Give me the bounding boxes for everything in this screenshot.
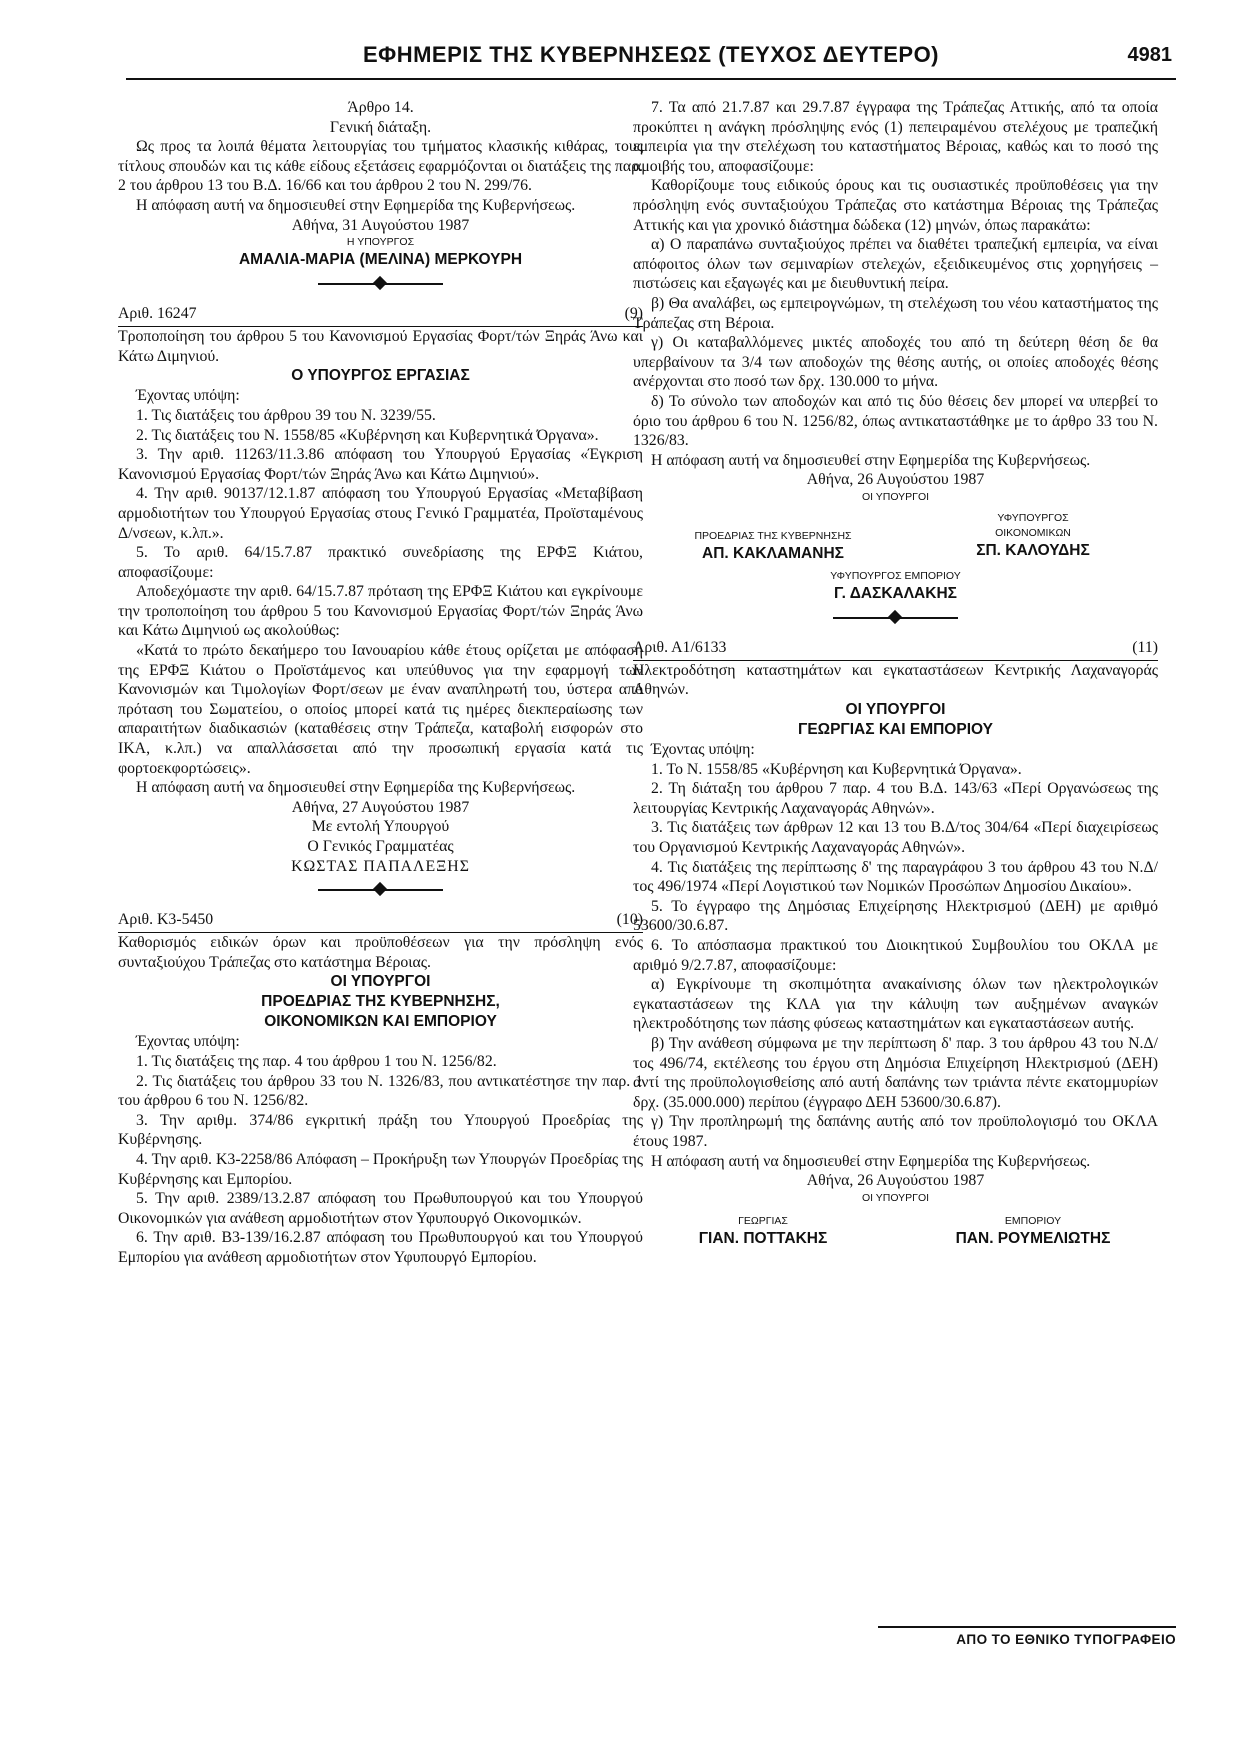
issuing-authority: ΟΙΚΟΝΟΜΙΚΩΝ ΚΑΙ ΕΜΠΟΡΙΟΥ bbox=[264, 1013, 497, 1031]
decision-subject: Ηλεκτροδότηση καταστημάτων και εγκαταστάσεων Κεντρικής Λαχαναγοράς Αθηνών. bbox=[633, 661, 1158, 699]
list-item: α) Ο παραπάνω συνταξιούχος πρέπει να διαθέτει τραπεζική εμπειρία, να είναι απόφοιτος όλων των σεμιναρίων στελεχών, εξειδικευμένος στις χορηγήσεις – πιστώσεις και εξαγωγές και με διευθυντική πείρα. bbox=[633, 236, 1158, 293]
signature-date: Αθήνα, 27 Αυγούστου 1987 bbox=[291, 798, 470, 816]
diamond-icon bbox=[373, 276, 387, 290]
diamond-icon bbox=[888, 610, 902, 624]
decision-index: (11) bbox=[1132, 638, 1158, 656]
decision-subject: Τροποποίηση του άρθρου 5 του Κανονισμού Εργασίας Φορτ/τών Ξηράς Άνω και Κάτω Διμηνιού. bbox=[118, 328, 643, 365]
signatory-right bbox=[923, 511, 1143, 561]
list-item: 4. Τις διατάξεις της περίπτωσης δ' της παραγράφου 3 του άρθρου 43 του Ν.Δ/τος 496/1974 «Περί Λογιστικού των Νομικών Προσώπων Δημοσίου Δικαίου». bbox=[633, 858, 1158, 896]
issuing-authority: ΓΕΩΡΓΙΑΣ ΚΑΙ ΕΜΠΟΡΙΟΥ bbox=[798, 721, 993, 739]
signature-name: ΚΩΣΤΑΣ ΠΑΠΑΛΕΞΗΣ bbox=[291, 857, 470, 875]
paragraph: Καθορίζουμε τους ειδικούς όρους και τις ουσιαστικές προϋποθέσεις για την πρόσληψη ενός συνταξιούχου Τράπεζας στο κατάστημα Βέροιας της Τράπεζας Αττικής και για χρονικό διάστημα δώδεκα (12) μηνών, όπως παρακάτω: bbox=[633, 177, 1158, 234]
having-regard: Έχοντας υπόψη: bbox=[136, 1033, 240, 1051]
signature-date: Αθήνα, 26 Αυγούστου 1987 bbox=[806, 471, 985, 489]
issuing-authority: ΟΙ ΥΠΟΥΡΓΟΙ bbox=[330, 973, 431, 991]
decision-number-row bbox=[118, 910, 643, 932]
list-item: 2. Τις διατάξεις του Ν. 1558/85 «Κυβέρνηση και Κυβερνητικά Όργανα». bbox=[136, 426, 599, 444]
list-item: 4. Την αριθ. 90137/12.1.87 απόφαση του Υπουργού Εργασίας «Μεταβίβαση αρμοδιοτήτων του Υπουργού Εργασίας στους Γενικό Γραμματέα, Προϊσταμένους Δ/νσεων, κ.λπ.». bbox=[118, 485, 643, 542]
list-item: 7. Τα από 21.7.87 και 29.7.87 έγγραφα της Τράπεζας Αττικής, από τα οποία προκύπτει η ανάγκη πρόσληψης ενός (1) πεπειραμένου στελέχους με τραπεζική εμπειρία για την στελέχωση του καταστήματος Βέροιας, καθώς και το ποσό της αμοιβής του, αποφασίζουμε: bbox=[633, 99, 1158, 175]
list-item: β) Θα αναλάβει, ως εμπειρογνώμων, τη στελέχωση του νέου καταστήματος της Τράπεζας στη Βέροια. bbox=[633, 294, 1158, 332]
list-item: γ) Την προπληρωμή της δαπάνης αυτής από τον προϋπολογισμό του ΟΚΛΑ έτους 1987. bbox=[633, 1113, 1158, 1150]
decision-number-row bbox=[633, 638, 1158, 660]
signatory-role: ΓΕΩΡΓΙΑΣ bbox=[738, 1214, 788, 1227]
list-item: 3. Τις διατάξεις των άρθρων 12 και 13 του Β.Δ/τος 304/64 «Περί διαχειρίσεως του Οργανισμού Κεντρικής Λαχαναγοράς Αθηνών». bbox=[633, 819, 1158, 857]
signature-date: Αθήνα, 31 Αυγούστου 1987 bbox=[291, 216, 470, 234]
having-regard: Έχοντας υπόψη: bbox=[651, 741, 755, 759]
left-column bbox=[118, 98, 643, 1268]
list-item: 1. Τις διατάξεις του άρθρου 39 του Ν. 3239/55. bbox=[136, 406, 436, 424]
list-item: 5. Το έγγραφο της Δημόσιας Επιχείρησης Ηλεκτρισμού (ΔΕΗ) με αριθμό 53600/30.6.87. bbox=[633, 897, 1158, 935]
decision-index: (9) bbox=[624, 305, 643, 323]
decision-number: Αριθ. 16247 bbox=[118, 305, 197, 323]
list-item: 5. Την αριθ. 2389/13.2.87 απόφαση του Πρωθυπουργού και του Υπουργού Οικονομικών για ανάθεση αρμοδιοτήτων στον Υφυπουργό Οικονομικών. bbox=[118, 1190, 643, 1227]
list-item: 6. Το απόσπασμα πρακτικού του Διοικητικού Συμβουλίου του ΟΚΛΑ με αριθμό 9/2.7.87, αποφασίζουμε: bbox=[633, 937, 1158, 974]
signature-role: Ο Γενικός Γραμματέας bbox=[307, 838, 454, 855]
signatory-role: ΠΡΟΕΔΡΙΑΣ ΤΗΣ ΚΥΒΕΡΝΗΣΗΣ bbox=[694, 529, 852, 542]
decision-number-row bbox=[118, 304, 643, 326]
section-divider bbox=[118, 270, 643, 298]
list-item: 3. Την αριθμ. 374/86 εγκριτική πράξη του Υπουργού Προεδρίας της Κυβέρνησης. bbox=[118, 1111, 643, 1149]
list-item: 1. Τις διατάξεις της παρ. 4 του άρθρου 1 του Ν. 1256/82. bbox=[136, 1052, 497, 1070]
paragraph: Ως προς τα λοιπά θέματα λειτουργίας του τμήματος κλασικής κιθάρας, τους τίτλους σπουδών και τις κάθε είδους εξετάσεις εφαρμόζονται οι διατάξεις της παρ. 2 του άρθρου 13 του Β.Δ. 16/66 και του άρθρου 2 του Ν. 299/76. bbox=[118, 138, 643, 195]
paragraph: Αποδεχόμαστε την αριθ. 64/15.7.87 πρόταση της ΕΡΦΞ Κιάτου και εγκρίνουμε την τροποποίηση του άρθρου 5 του Κανονισμού Εργασίας Φορτ/τών Ξηράς Άνω και Κάτω Διμηνιού ως ακολούθως: bbox=[118, 583, 643, 640]
decision-subject: Καθορισμός ειδικών όρων και προϋποθέσεων για την πρόσληψη ενός συνταξιούχου Τράπεζας στο κατάστημα Βέροιας. bbox=[118, 934, 643, 971]
signatory-name: ΑΠ. ΚΑΚΛΑΜΑΝΗΣ bbox=[702, 544, 844, 562]
list-item: β) Την ανάθεση σύμφωνα με την περίπτωση δ' παρ. 3 του άρθρου 43 του Ν.Δ/τος 496/74, εκτέλεσης του έργου στη Δημόσια Επιχείρηση Ηλεκτρισμού (ΔΕΗ) αντί της προϋπολογισθείσης από αυτή δαπάνης των τριάντα πέντε εκατομμυρίων δρχ. (35.000.000) περίπου (έγγραφο ΔΕΗ 53600/30.6.87). bbox=[633, 1034, 1158, 1111]
list-item: 1. Το Ν. 1558/85 «Κυβέρνηση και Κυβερνητικά Όργανα». bbox=[651, 760, 1022, 778]
diamond-icon bbox=[373, 882, 387, 896]
decision-number: Αριθ. Κ3-5450 bbox=[118, 911, 214, 929]
list-item: 4. Την αριθ. Κ3-2258/86 Απόφαση – Προκήρυξη των Υπουργών Προεδρίας της Κυβέρνησης και Εμπορίου. bbox=[118, 1150, 643, 1188]
signatory-right bbox=[913, 1214, 1153, 1249]
list-item: γ) Οι καταβαλλόμενες μικτές αποδοχές του από τη δεύτερη θέση δε θα υπερβαίνουν τα 3/4 των αποδοχών της θέσης αυτής, οι οποίες αποδοχές θέσης ανέρχονται στο ποσό των δρχ. 130.000 το μήνα. bbox=[633, 334, 1158, 391]
list-item: 2. Τη διάταξη του άρθρου 7 παρ. 4 του Β.Δ. 143/63 «Περί Οργανώσεως της λειτουργίας Κεντρικής Λαχαναγοράς Αθηνών». bbox=[633, 780, 1158, 817]
issuing-authority: Ο ΥΠΟΥΡΓΟΣ ΕΡΓΑΣΙΑΣ bbox=[291, 367, 470, 385]
having-regard: Έχοντας υπόψη: bbox=[136, 387, 240, 405]
section-divider bbox=[118, 876, 643, 904]
signatory-name: ΣΠ. ΚΑΛΟΥΔΗΣ bbox=[976, 541, 1090, 559]
decision-index: (10) bbox=[616, 911, 643, 929]
list-item: δ) Το σύνολο των αποδοχών και από τις δύο θέσεις δεν μπορεί να υπερβεί το όριο του άρθρου 6 του Ν. 1256/82, όπως αντικαταστάθηκε με το άρθρο 33 του Ν. 1326/83. bbox=[633, 392, 1158, 450]
paragraph: Η απόφαση αυτή να δημοσιευθεί στην Εφημερίδα της Κυβερνήσεως. bbox=[651, 1152, 1091, 1170]
signatory-role: ΥΦΥΠΟΥΡΓΟΣ ΕΜΠΟΡΙΟΥ bbox=[830, 569, 961, 582]
signature-order: Με εντολή Υπουργού bbox=[311, 818, 450, 836]
signatory-name: ΓΙΑΝ. ΠΟΤΤΑΚΗΣ bbox=[698, 1229, 828, 1247]
article-subheading: Γενική διάταξη. bbox=[329, 118, 432, 136]
quoted-text: «Κατά το πρώτο δεκαήμερο του Ιανουαρίου κάθε έτους ορίζεται με απόφαση της ΕΡΦΞ Κιάτου ο Προϊστάμενος και υπεύθυνος για την εφαρμογή των Κανονισμών και Τιμολογίων Φορτ/σεων με έναν αναπληρωτή του, ύστερα από πρόταση του Σωματείου, ο οποίος μπορεί κατά τις ημέρες διεκπεραίωσης των απαραιτήτων διαδικασιών (καταθέσεις στην Τράπεζα, καταβολή εισφορών στο ΙΚΑ, κ.λπ.) να απαλλάσσεται από την προσωπική εργασία κατά τις φορτοεκφορτώσεις». bbox=[118, 642, 643, 777]
signature-block bbox=[633, 1214, 1158, 1254]
paragraph: Η απόφαση αυτή να δημοσιευθεί στην Εφημερίδα της Κυβερνήσεως. bbox=[651, 451, 1091, 469]
section-divider bbox=[633, 604, 1158, 632]
signature-block bbox=[633, 511, 1158, 569]
list-item: 5. Το αριθ. 64/15.7.87 πρακτικό συνεδρίασης της ΕΡΦΞ Κιάτου, αποφασίζουμε: bbox=[118, 544, 643, 581]
signatory-role: ΥΦΥΠΟΥΡΓΟΣ bbox=[997, 511, 1069, 524]
signatory-name: Γ. ΔΑΣΚΑΛΑΚΗΣ bbox=[834, 584, 957, 602]
signature-name: ΑΜΑΛΙΑ-ΜΑΡΙΑ (ΜΕΛΙΝΑ) ΜΕΡΚΟΥΡΗ bbox=[238, 251, 523, 269]
article-heading: Άρθρο 14. bbox=[347, 99, 414, 116]
signature-heading: ΟΙ ΥΠΟΥΡΓΟΙ bbox=[861, 490, 930, 503]
right-column bbox=[633, 98, 1158, 1254]
printer-footer: ΑΠΟ ΤΟ ΕΘΝΙΚΟ ΤΥΠΟΓΡΑΦΕΙΟ bbox=[878, 1626, 1176, 1656]
page-number: 4981 bbox=[1127, 44, 1172, 66]
list-item: α) Εγκρίνουμε τη σκοπιμότητα ανακαίνισης όλων των ηλεκτρολογικών εγκαταστάσεων της ΚΛΑ για την κάλυψη των αυξημένων αναγκών ηλεκτροδότησης των πάσης φύσεως καταστημάτων και εγκαταστάσεων αυτής. bbox=[633, 976, 1158, 1033]
signatory-left bbox=[653, 529, 893, 564]
page-header bbox=[126, 38, 1176, 80]
paragraph: Η απόφαση αυτή να δημοσιευθεί στην Εφημερίδα της Κυβερνήσεως. bbox=[136, 779, 576, 797]
list-item: 2. Τις διατάξεις του άρθρου 33 του Ν. 1326/83, που αντικατέστησε την παρ. 1 του άρθρου 6 του Ν. 1256/82. bbox=[118, 1072, 643, 1110]
paragraph: Η απόφαση αυτή να δημοσιευθεί στην Εφημερίδα της Κυβερνήσεως. bbox=[136, 196, 576, 214]
list-item: 6. Την αριθ. Β3-139/16.2.87 απόφαση του Πρωθυπουργού και του Υπουργού Εμπορίου για ανάθεση αρμοδιοτήτων στον Υφυπουργό Εμπορίου. bbox=[118, 1229, 643, 1266]
signatory-role: ΟΙΚΟΝΟΜΙΚΩΝ bbox=[995, 526, 1071, 539]
signature-role: Η ΥΠΟΥΡΓΟΣ bbox=[346, 236, 415, 249]
issuing-authority: ΟΙ ΥΠΟΥΡΓΟΙ bbox=[845, 701, 946, 719]
signature-heading: ΟΙ ΥΠΟΥΡΓΟΙ bbox=[861, 1191, 930, 1204]
header-title: ΕΦΗΜΕΡΙΣ ΤΗΣ ΚΥΒΕΡΝΗΣΕΩΣ (ΤΕΥΧΟΣ ΔΕΥΤΕΡΟ) bbox=[362, 42, 940, 67]
signatory-role: ΕΜΠΟΡΙΟΥ bbox=[1004, 1214, 1062, 1227]
signatory-left bbox=[653, 1214, 873, 1249]
decision-number: Αριθ. Α1/6133 bbox=[633, 638, 727, 656]
list-item: 3. Την αριθ. 11263/11.3.86 απόφαση του Υπουργού Εργασίας «Έγκριση Κανονισμού Εργασίας Φορτ/τών Ξηράς Άνω και Κάτω Διμηνιού». bbox=[118, 446, 643, 483]
signatory-name: ΠΑΝ. ΡΟΥΜΕΛΙΩΤΗΣ bbox=[955, 1229, 1111, 1247]
signature-date: Αθήνα, 26 Αυγούστου 1987 bbox=[806, 1172, 985, 1190]
issuing-authority: ΠΡΟΕΔΡΙΑΣ ΤΗΣ ΚΥΒΕΡΝΗΣΗΣ, bbox=[261, 993, 500, 1011]
